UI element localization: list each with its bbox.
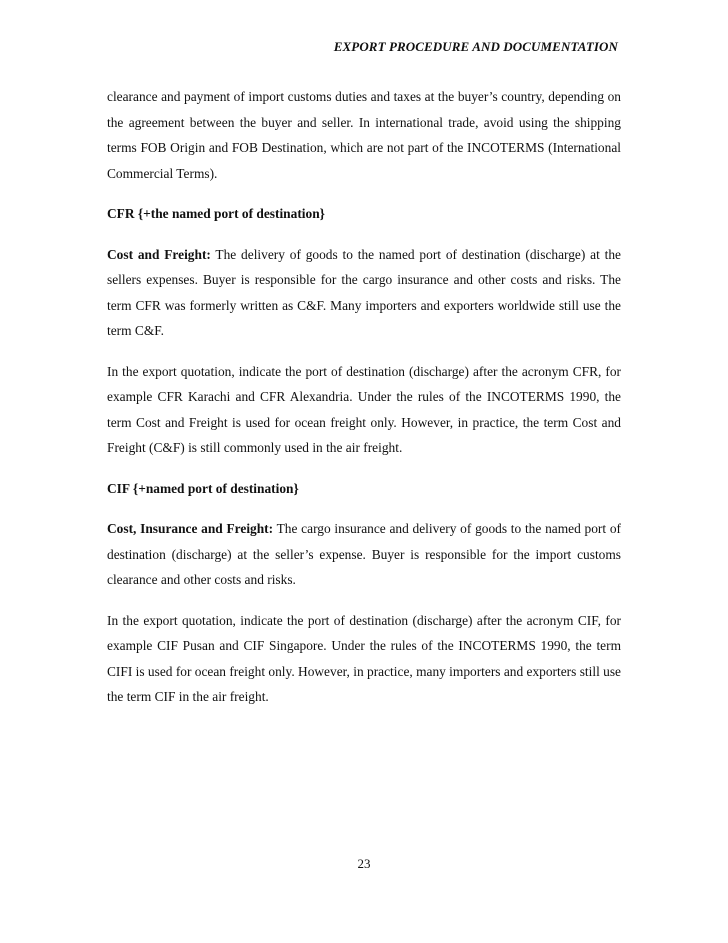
cif-definition-text: The cargo insurance and delivery of goods to the named port of destination (discharge) at the seller’s expense. Buyer is responsible for the import customs clearance and other costs and risks.	[107, 521, 621, 587]
paragraph-cfr-quotation: In the export quotation, indicate the port of destination (discharge) after the acronym CFR, for example CFR Karachi and CFR Alexandria. Under the rules of the INCOTERMS 1990, the term Cost and Freight is used for ocean freight only. However, in practice, the term Cost and Freight (C&F) is still commonly used in the air freight.	[107, 363, 621, 455]
term-cost-and-freight: Cost and Freight:	[107, 246, 211, 262]
paragraph-cfr-definition	[107, 242, 621, 344]
paragraph-intro: clearance and payment of import customs duties and taxes at the buyer’s country, depending on the agreement between the buyer and seller. In international trade, avoid using the shipping terms FOB Origin and FOB Destination, which are not part of the INCOTERMS (International Commercial Terms).	[107, 89, 621, 181]
section-heading-cfr: CFR {+the named port of destination}	[107, 206, 325, 221]
term-cost-insurance-freight: Cost, Insurance and Freight:	[107, 521, 274, 536]
cfr-definition-text: The delivery of goods to the named port of destination (discharge) at the sellers expenses. Buyer is responsible for the cargo insurance and other costs and risks. The term CFR was formerly written as C&F. Many importers and exporters worldwide still use the term C&F.	[107, 246, 621, 338]
page-number: 23	[357, 856, 371, 871]
running-header: EXPORT PROCEDURE AND DOCUMENTATION	[333, 39, 618, 54]
section-heading-cif: CIF {+named port of destination}	[107, 480, 299, 496]
paragraph-cif-quotation: In the export quotation, indicate the port of destination (discharge) after the acronym CIF, for example CIF Pusan and CIF Singapore. Under the rules of the INCOTERMS 1990, the term CIFI is used for ocean freight only. However, in practice, many importers and exporters still use the term CIF in the air freight.	[107, 612, 621, 704]
page-content	[107, 84, 621, 725]
paragraph-cif-definition	[107, 516, 621, 593]
